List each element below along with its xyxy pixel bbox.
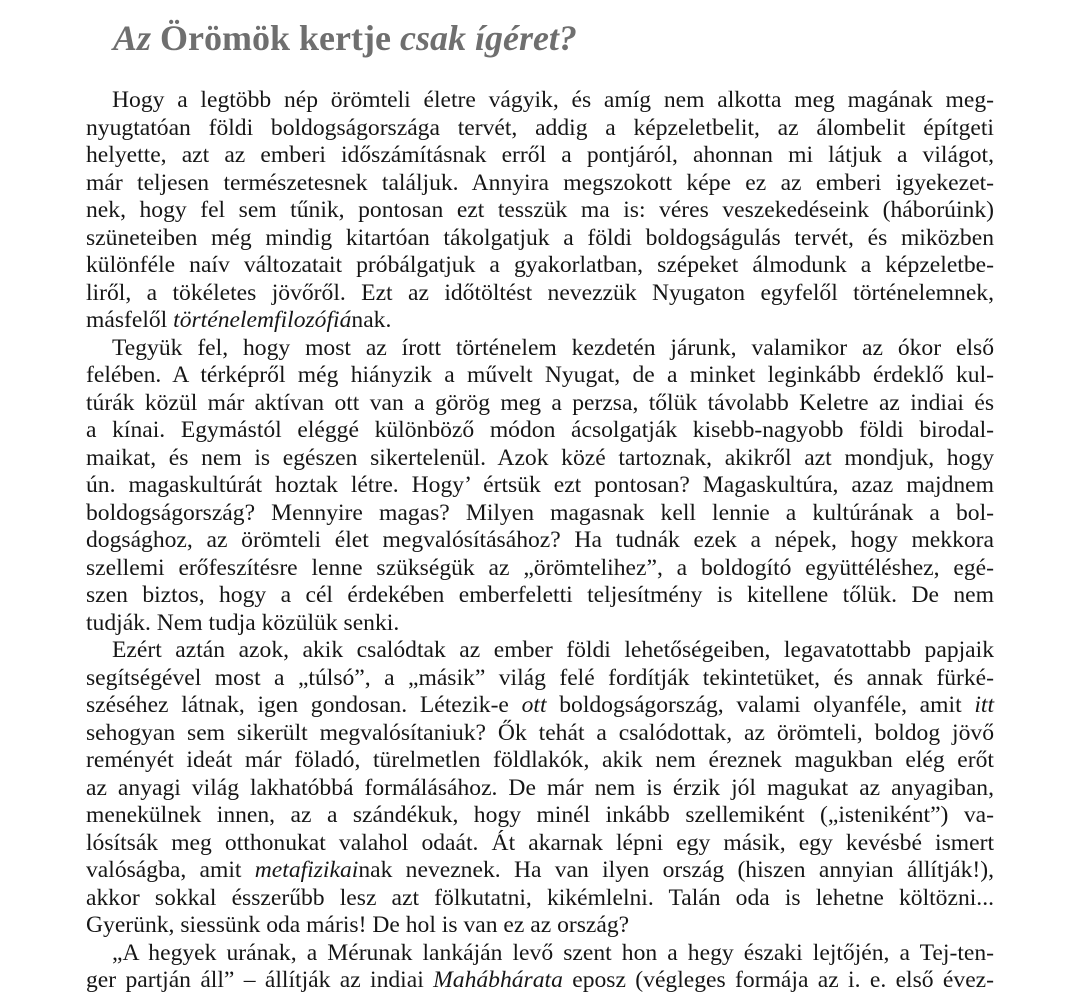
text-line-content	[86, 500, 994, 526]
text-run: boldogságország, valami olyanféle, amit	[546, 692, 975, 718]
text-line	[86, 527, 994, 555]
text-run: ger partján áll” – állítják az indiai	[86, 967, 434, 993]
text-line-content	[86, 775, 994, 801]
text-run: nak.	[351, 307, 392, 333]
text-run: „A hegyek urának, a Mérunak lankáján levő szent hon a hegy északi lejtőjén, a Tej-ten-	[112, 939, 994, 966]
text-line-content	[86, 142, 994, 168]
text-line-content	[86, 115, 994, 141]
text-line	[86, 500, 994, 528]
text-run: nak neveznek. Ha van ilyen ország (hiszen annyian állítják!),	[358, 857, 994, 883]
text-line-content	[86, 747, 994, 773]
text-line	[86, 610, 994, 638]
text-line-content	[86, 555, 994, 581]
text-run: Gyerünk, siessünk oda máris! De hol is van ez az ország?	[86, 912, 630, 938]
text-line-content	[86, 527, 994, 553]
text-line-content	[112, 335, 994, 361]
body-text	[86, 87, 994, 995]
text-line-content	[112, 87, 994, 113]
text-line	[86, 280, 994, 308]
text-line-content	[86, 362, 994, 388]
text-run: menekülnek innen, az a szándékuk, hogy minél inkább szellemiként („isteniként”) va-	[86, 802, 994, 828]
text-line-content	[86, 582, 994, 608]
text-run: liről, a tökéletes jövőről. Ezt az időtöltést nevezzük Nyugaton egyfelől történelemnek,	[86, 279, 994, 306]
text-line	[86, 665, 994, 693]
text-run: nyugtatóan földi boldogságországa tervét, addig a képzeletbelit, az álombelit építgeti	[86, 114, 994, 141]
title-part-2: Örömök kertje	[151, 18, 400, 58]
text-line	[86, 555, 994, 583]
text-run: széséhez látnak, igen gondosan. Létezik-e	[86, 692, 522, 718]
text-line	[86, 362, 994, 390]
text-line-content	[112, 637, 994, 663]
text-line	[86, 390, 994, 418]
text-run: különféle naív változatait próbálgatjuk a gyakorlatban, szépeket álmodunk a képzeletbe-	[86, 252, 994, 278]
text-line	[86, 582, 994, 610]
text-line	[86, 170, 994, 198]
italic-text: metafizikai	[254, 857, 359, 883]
text-line-content	[86, 280, 994, 306]
text-line	[86, 335, 994, 363]
text-run: a kínai. Egymástól eléggé különböző módon ácsolgatják kisebb-nagyobb földi birodal-	[86, 417, 994, 443]
text-run: boldogságország? Mennyire magas? Milyen magasnak kell lennie a kultúrának a bol-	[86, 499, 994, 526]
text-line	[86, 775, 994, 803]
text-run: Ezért aztán azok, akik csalódtak az ember földi lehetőségeiben, legavatottabb papjaik	[112, 637, 994, 663]
italic-text: történelemfilozófiá	[173, 307, 352, 333]
italic-text: Mahábhárata	[433, 967, 563, 993]
text-line-content	[86, 445, 994, 471]
text-run: nek, hogy fel sem tűnik, pontosan ezt tesszük ma is: véres veszekedéseink (háborúink)	[86, 197, 994, 223]
title-part-1: Az	[113, 18, 152, 58]
text-line-content	[86, 967, 994, 993]
text-line	[86, 225, 994, 253]
text-line-content	[86, 307, 391, 333]
text-line-content	[86, 610, 399, 636]
text-line	[86, 637, 994, 665]
text-run: Tegyük fel, hogy most az írott történelem kezdetén járunk, valamikor az ókor első	[112, 334, 994, 361]
text-run: helyette, azt az emberi időszámításnak erről a pontjáról, ahonnan mi látjuk a világot,	[86, 142, 994, 168]
text-line	[86, 912, 994, 940]
page-title	[113, 12, 577, 64]
text-line-content	[86, 830, 994, 856]
text-line-content	[86, 390, 994, 416]
text-line-content	[86, 912, 629, 938]
text-line	[86, 307, 994, 335]
text-run: szen biztos, hogy a cél érdekében emberfeletti teljesítmény is kitellene tőlük. De nem	[86, 582, 994, 608]
text-line	[86, 692, 994, 720]
text-run: lósítsák meg otthonukat valahol odaát. Át akarnak lépni egy másik, egy kevésbé ismert	[86, 829, 994, 856]
italic-text: ott	[521, 692, 547, 718]
text-line	[86, 830, 994, 858]
text-line-content	[86, 170, 994, 196]
text-line	[86, 940, 994, 968]
text-line	[86, 252, 994, 280]
text-run: másfelől	[86, 307, 174, 333]
text-line	[86, 417, 994, 445]
text-run: valóságba, amit	[86, 857, 255, 883]
text-line-content	[86, 417, 994, 443]
text-line	[86, 445, 994, 473]
text-line-content	[86, 472, 994, 498]
text-line	[86, 142, 994, 170]
text-run: már teljesen természetesnek találjuk. Annyira megszokott képe ez az emberi igyekezet-	[86, 169, 994, 196]
text-run: dogsághoz, az örömteli élet megvalósításához? Ha tudnák ezek a népek, hogy mekkora	[86, 527, 994, 553]
text-run: szellemi erőfeszítésre lenne szükségük az „örömtelihez”, a boldogító együttéléshez, egé-	[86, 554, 994, 581]
text-run: maikat, és nem is egészen sikertelenül. Azok közé tartoznak, akikről azt mondjuk, hogy	[86, 444, 994, 471]
text-line-content	[112, 940, 994, 966]
text-line-content	[86, 720, 994, 746]
text-line-content	[86, 197, 994, 223]
text-line-content	[86, 665, 994, 691]
text-line-content	[86, 802, 994, 828]
text-line	[86, 115, 994, 143]
text-line	[86, 967, 994, 995]
text-run: az anyagi világ lakhatóbbá formálásához. De már nem is érzik jól magukat az anyagiban,	[86, 774, 994, 801]
text-run: segítségével most a „túlsó”, a „másik” világ felé fordítják tekintetüket, és annak fürké-	[86, 664, 994, 691]
text-run: felében. A térképről még hiányzik a művelt Nyugat, de a minket leginkább érdeklő kul-	[86, 362, 994, 388]
text-run: túrák közül már aktívan ott van a görög meg a perzsa, tőlük távolabb Keletre az indiai és	[86, 389, 994, 416]
text-line-content	[86, 885, 994, 911]
text-line	[86, 197, 994, 225]
text-line	[86, 802, 994, 830]
text-line	[86, 720, 994, 748]
text-run: tudják. Nem tudja közülük senki.	[86, 609, 400, 636]
text-line	[86, 87, 994, 115]
text-line	[86, 885, 994, 913]
text-line-content	[86, 252, 994, 278]
italic-text: itt	[974, 692, 994, 718]
text-line	[86, 472, 994, 500]
text-line-content	[86, 225, 994, 251]
text-run: ún. magaskultúrát hoztak létre. Hogy’ értsük ezt pontosan? Magaskultúra, azaz majdnem	[86, 472, 994, 498]
text-run: szüneteiben még mindig kitartóan tákolgatjuk a földi boldogságulás tervét, és miközben	[86, 224, 994, 251]
text-line-content	[86, 857, 994, 883]
text-run: eposz (végleges formája az i. e. első évez-	[562, 967, 995, 993]
text-run: reményét ideát már föladó, türelmetlen földlakók, akik nem éreznek magukban elég erőt	[86, 747, 994, 773]
text-run: akkor sokkal ésszerűbb lesz azt fölkutatni, kikémlelni. Talán oda is lehetne költözni...	[86, 884, 994, 911]
text-line	[86, 857, 994, 885]
text-line-content	[86, 692, 994, 718]
title-part-3: csak ígéret?	[399, 18, 577, 58]
text-run: Hogy a legtöbb nép örömteli életre vágyik, és amíg nem alkotta meg magának meg-	[112, 87, 994, 113]
text-line	[86, 747, 994, 775]
text-run: sehogyan sem sikerült megvalósítaniuk? Ők tehát a csalódottak, az örömteli, boldog jövő	[86, 719, 994, 746]
